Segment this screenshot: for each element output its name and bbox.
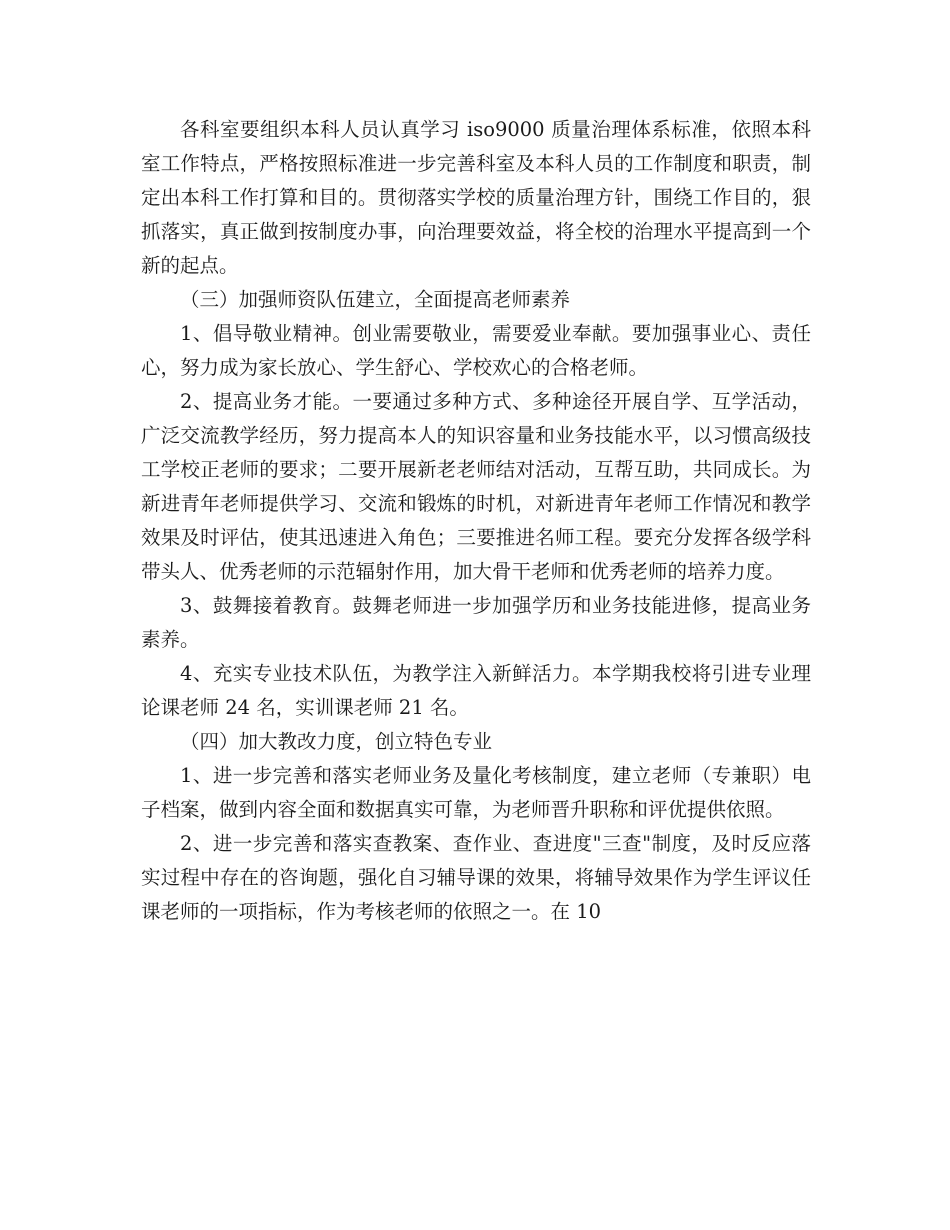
paragraph-item-4: 4、充实专业技术队伍，为教学注入新鲜活力。本学期我校将引进专业理论课老师 24 名，实训课老师 21 名。 — [141, 662, 811, 719]
paragraph-item-2: 2、提高业务才能。一要通过多种方式、多种途径开展自学、互学活动，广泛交流教学经历，努力提高本人的知识容量和业务技能水平，以习惯高级技工学校正老师的要求；二要开展新老老师结对活动，互帮互助，共同成长。为新进青年老师提供学习、交流和锻炼的时机，对新进青年老师工作情况和教学效果及时评估，使其迅速进入角色；三要推进名师工程。要充分发挥各级学科带头人、优秀老师的示范辐射作用，加大骨干老师和优秀老师的培养力度。 — [141, 390, 811, 583]
paragraph-reform-2: 2、进一步完善和落实查教案、查作业、查进度"三查"制度，及时反应落实过程中存在的咨询题，强化自习辅导课的效果，将辅导效果作为学生评议任课老师的一项指标，作为考核老师的依照之一。在 10 — [141, 832, 811, 923]
section-heading-3: （三）加强师资队伍建立，全面提高老师素养 — [180, 288, 571, 311]
document-page — [141, 113, 811, 929]
paragraph-item-1: 1、倡导敬业精神。创业需要敬业，需要爱业奉献。要加强事业心、责任心，努力成为家长放心、学生舒心、学校欢心的合格老师。 — [141, 322, 811, 379]
paragraph-reform-1: 1、进一步完善和落实老师业务及量化考核制度，建立老师（专兼职）电子档案，做到内容全面和数据真实可靠，为老师晋升职称和评优提供依照。 — [141, 764, 811, 821]
paragraph-item-3: 3、鼓舞接着教育。鼓舞老师进一步加强学历和业务技能进修，提高业务素养。 — [141, 594, 811, 651]
section-heading-4: （四）加大教改力度，创立特色专业 — [180, 730, 493, 753]
paragraph-quality-management: 各科室要组织本科人员认真学习 iso9000 质量治理体系标准，依照本科室工作特点，严格按照标准进一步完善科室及本科人员的工作制度和职责，制定出本科工作打算和目的。贯彻落实学校的质量治理方针，围绕工作目的，狠抓落实，真正做到按制度办事，向治理要效益，将全校的治理水平提高到一个新的起点。 — [141, 118, 811, 277]
